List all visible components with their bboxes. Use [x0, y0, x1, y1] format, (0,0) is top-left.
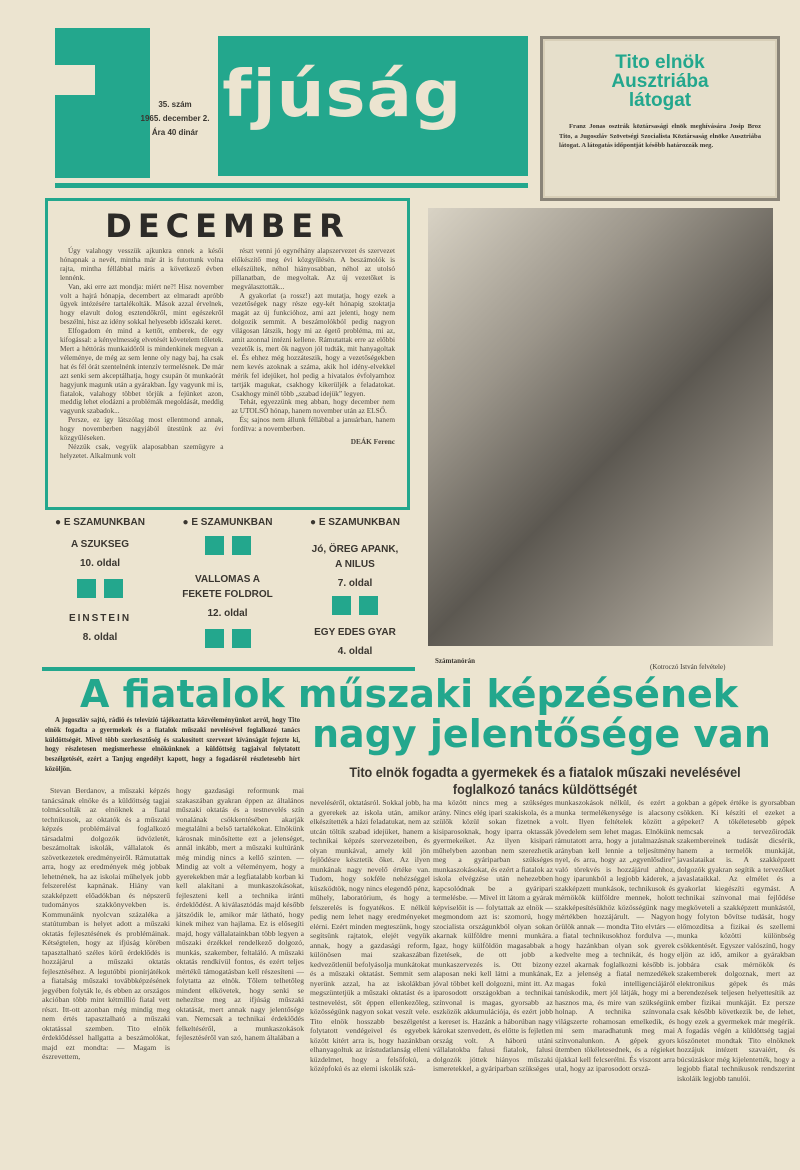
tito-text: Franz Jonas osztrák köztársasági elnök meghívására Josip Broz Tito, a Jugoszláv Szövetségi Szocialista Köztársaság elnöke Ausztriába látogat. A látogatás időpontját később határozzák meg. [559, 123, 761, 150]
masthead-notch [55, 65, 95, 95]
index-label: ● E SZAMUNKBAN [310, 517, 400, 528]
paragraph: Van, aki erre azt mondja: miért ne?! Hisz november volt a hajrá hónapja, decembert az elmaradt apróbb ügyek intézésére tartalékolták. Mások azzal érvelnek, hogy elavult dolog esztendőkről, mint egészekről beszélni, hisz az idény sokkal helyesebb időszaki keret. [60, 281, 224, 327]
index-column-2 [160, 515, 295, 661]
december-title: DECEMBER [105, 207, 350, 245]
december-col-2 [232, 247, 396, 461]
index-item[interactable]: VALLOMAS A FEKETE FOLDROL 12. oldal [182, 574, 273, 619]
index-column-1 [35, 515, 165, 645]
index-label: ● E SZAMUNKBAN [182, 517, 273, 528]
contents-index [35, 515, 425, 665]
photo-credit: (Kotroczó István felvétele) [650, 663, 726, 671]
article-col-4: ma között nincs meg a szükséges arány. Nincs elég ipari szakiskola, és a szülők közül sokan fizetnek a kisiparosoknak, hogy iparra oktassák gyermekeiket. Az ilyen kisipari műhelyben azonban nem szerezhetik meg a gyáriparban szükséges munkaszokásokat, és ezért a fiatalok az iskola elvégzése után nehezebben kapcsolódnak be a gyáripari termelésbe. — Mivel itt látom a gyárak képviselőit is — folytattak az elnök — megmondom azt is: szomorú, hogy szocialista országunkból olyan sokan akarnak külföldre menni munkára. Igaz, hogy külföldön magasabbak a fizetések, de ott jobb a munkaszervezés is. Ott bizony alaposan neki kell látni a munkának, jóval többet kell dolgozni, mint itt. Az iparosodott országokban a technikai színvonal is magas, gyorsabb az eszközök akkumulációja, és ezért jobb a kereset is. Hazánk a háborúban nagy károkat szenvedett, és előtte is fejletlen ország volt. A háború utáni vállalatokba falusi fiatalok, falusi dolgozók jöttek hiányos műszaki ismeretekkel, a gyáriparban szükséges [433, 798, 553, 1073]
tito-headline-2: Ausztriába [611, 71, 709, 92]
index-item[interactable]: EINSTEIN 8. oldal [68, 613, 132, 643]
tito-visit-box [540, 36, 780, 201]
paragraph: És; sajnos nem állunk féllábbal a januárban, hanem fordítva: a novemberben. [231, 415, 395, 434]
paragraph: Úgy valahogy vesszük ajkunkra ennek a késői hónapnak a nevét, mintha már át is futottunk volna rajta, mintha féllábbal máris a következő évben lennénk. [60, 246, 224, 282]
paragraph: Nézzük csak, vegyük alaposabban szemügyre a helyzetet. Alkalmunk volt [60, 441, 224, 460]
article-col-1: Stevan Berdanov, a műszaki képzés tanácsának elnöke és a küldöttség tagjai tolmácsolták az elnöknek a fiatal technikusok, az oktatók és a műszaki képzés problémáival foglalkozó társadalmi dolgozók üdvözletét, beszámoltak iskolák, vállalatok és szövetkezetek eredményeiről. Rámutattak arra, hogy az eredmények még jobbak lehetnének, ha az iskolai műhelyek jobb felszerelést kapnának. Hiány van szakképzett előadókban és népszerű tudományos szakkönyvekben is. Kommunáink nyolcvan százaléka a statútumban is helyet adott a műszaki oktatás fejlesztésének és problémáinak. Kétségtelen, hogy az ifjúság körében tapasztalható széles körű érdeklődés is hozzájárul a műszaki oktatás fejlesztéséhez. A legutóbbi pionírjátékok a fiatalság műszaki továbbképzésének jegyében folyták le, és ebben az országos akcióban több mint kétmillió fiatal vett részt. Itt-ott azonban még mindig meg nem értés tapasztalható a műszaki oktatással szemben. Tito elnök érdeklődéssel hallgatta a beszámolókat, majd ezt mondta: — Magam is észrevettem, [42, 786, 170, 1061]
issue-price: Ára 40 dinár [151, 128, 199, 137]
photo-caption: Számtanórán [435, 657, 476, 665]
classroom-photo [428, 208, 773, 646]
tito-headline-1: Tito elnök [615, 52, 705, 73]
article-headline-2: nagy jelentősége van [312, 712, 771, 756]
article-headline-1: A fiatalok műszaki képzésének [80, 672, 739, 716]
december-col-1 [60, 247, 224, 461]
masthead-rule [55, 183, 528, 188]
article-subhead: Tito elnök fogadta a gyermekek és a fiatalok műszaki nevelésével foglalkozó tanács küldöttségét [349, 764, 741, 797]
index-column-3 [285, 515, 425, 659]
decor-squares [35, 579, 165, 603]
index-item[interactable]: A SZUKSEG 10. oldal [71, 539, 129, 569]
issue-info [130, 98, 220, 140]
article-lead: A jugoszláv sajtó, rádió és televízió tájékoztatta közvéleményünket arról, hogy Tito elnök fogadta a gyermekek és a fiatalok műszaki nevelésével foglalkozó tanács küldöttségét. Mivel több szerkesztőség és szakosított szervezet kívánságát fejezte ki, hogy részletesen megismerhesse elnökünknek a küldöttség tagjaival folytatott beszélgetését, ezért a Tanjug engedélyt kapott, hogy a fogadásról részletesebb hírt közöljön. [45, 717, 300, 773]
tito-headline-3: látogat [628, 90, 692, 111]
issue-number: 35. szám [158, 100, 192, 109]
paragraph: Persze, ez így látszólag most ellentmond annak, hogy novemberben nagyjából ütestünk az évi közgyűléseken. [60, 415, 224, 443]
article-col-5: munkaszokások nélkül, és ezért a munka termelékenysége is alacsony volt. Ilyen feltételek között a jövedelem sem lehet magas. Elnökünk rámutatott arra, hogy a jutalmazásnak arányban kell lennie a teljesítmény nyel, és arra, hogy az „egyenlősdire” való törekvés is hozzájárul ahhoz, hogy iparunkból a legjobb káderek, a szakképzett munkások, technikusok és mérnökök külföldre mennek, holott szakképesítésükhöz közösségünk nagy mértékben hozzájárult. — Nagyon örülök annak — mondta Tito elvtárs — a fiatal technikusokhoz fordulva —, hogy hazánkban olyan sok gyerek kedvelte meg a technikát, és hogy ezzel akarnak foglalkozni később is. Ez a jelenség a fiatal nemzedékek magas fokú intelligenciájáról tanúskodik, mert jól látják, hogy mi a hasznos ma, és mire van szükségünk holnap. A technika színvonala világszerte rohamosan emelkedik, és mi sem maradhatunk meg mai színvonalunkon. A gépek gyors ütemben tökéletesednek, és a régieket újakkal kell felcserélni. És viszont arra utal, hogy az iparosodott orszá- [555, 798, 675, 1073]
paragraph: A gyakorlat (a rossz!) azt mutatja, hogy ezek a vezetőségek nagy része egy-két hónapig szoktatja magát az új funkcióhoz, ami azt jelenti, hogy nem dolgozik semmit. A beszámolókból pedig nagyon világosan látszik, hogy mi az égető probléma, mi az, amit azonnal intézni kellene. Rámutattak erre az előbbi vezetők is, mert ők nagyon jól tudták, mit hanyagoltak el. És ehhez még hozzáteszik, hogy a vezetőségekben nem kevés azoknak a száma, akik hol idény-elvekkel mérik fel idejüket, hol pedig a hivatalos évfolyamhoz tartják magukat, csakhogy kikerüljék a feladatokat. Csakhogy minél több „szabad idejük” legyen. [231, 290, 395, 398]
author: DEÁK Ferenc [350, 437, 395, 447]
decor-squares [285, 596, 425, 620]
article-col-6: gokban a gépek értéke is gyorsabban csökken. Ki készíti el ezeket a gépeket? A tökéletesebb gépek nemcsak a tervezőirodák szakembereinek tudását dicsérik, hanem a termelők munkáját, javaslataikat is. A szakképzett dolgozók gyakran segítik a tervezőket javaslataikkal. Az elmélet és a gyakorlat kiegészíti egymást. A technikai színvonal mai fejlődése megköveteli a szakképzett munkástól, hogy folyton bővítse tudását, hogy előmozdítsa a fizikai és szellemi munka közötti különbség csökkentését. Egyszer valószínű, hogy eljön az idő, amikor a gyárakban jobbára csak mérnökök és szakemberek dolgoznak, mert az elektronikus gépek és más berendezések teljesen helyettesítik az ember fizikai munkáját. Ez persze csak később következik be, de lehet, hogy ezek a gyermekek már megérik. A fogadás végén a küldöttség tagjai köszönetet mondtak Tito elnöknek hozzájuk intézett szavaiért, és búcsúzáskor még kijelentették, hogy a legjobb fiatal technikusok rendszerint iskoláik legjobb tanulói. [677, 798, 795, 1083]
masthead-title: fjúság [222, 58, 463, 132]
decor-squares [160, 536, 295, 560]
paragraph: Elfogadom én mind a kettőt, emberek, de egy kifogással: a kényelmesség elvetését követelem tőletek. Mert a héttórás munkaidőről is mindenkinek megvan a véleménye, de még az sem lenne oly nagy baj, ha csak hat és fél órát szentelnénk intenzív termelésnek. De már azt senki sem akceptálhatja, hogy csupán öt munkaórát hagyjunk magunk után a gyárakban. Így vagyunk mi is, fiatalok, valahogy többet törjük a fejünket azon, meddig lehet elodázni a problémák megoldását, meddig vagyunk szabadok... [60, 326, 224, 416]
index-rule [42, 667, 415, 671]
index-label: ● E SZAMUNKBAN [55, 517, 145, 528]
index-item[interactable]: Jó, ÖREG APANK, A NILUS 7. oldal [311, 544, 399, 589]
issue-date: 1965. december 2. [140, 114, 210, 123]
article-col-3: neveléséről, oktatásról. Sokkal jobb, ha a gyerekek az iskola után, amikor elkészítették a házi feladatukat, nem az utcán töltik szabad idejüket, hanem a technikai képzés szervezeteiben, és olyan munkával, amely kül jön fejlődésre késztetik őket. Az ilyen munkának nagy nevelő értéke van. Tudom, hogy sokféle nehézséggel küszködtök, nogy nincs elegendő pénz, műhely, laboratórium, és hogy a felszerelés is fogyatékos. E nélkül pedig nem lehet nagy eredményeket elérni. Ezért minden megteszünk, hogy segítsünk rajtatok, elejét vegyük annak, hogy a gazdasági reform, különösen mai szakaszában kedvezőtlenül befolyásolja munkátokat és a műszaki oktatást. Semmit sem nyerünk azzal, ha az iskolákban megszüntetjük a műszaki oktatást és a testnevelést, sőt éppen ellenkezőleg, közösségünk nagyon sokat veszít vele. Tito elnök hosszabb beszélgetést folytatott vendégeivel és egyebek között kitért arra is, hogy hazánkban elhanyagoltuk az írástudatlanság elleni küzdelmet, hogy a felsőfokú, a középfokú és az elemi iskolák szá- [310, 798, 430, 1073]
decor-squares [160, 629, 295, 653]
december-editorial [45, 198, 410, 510]
index-item[interactable]: EGY EDES GYAR 4. oldal [314, 627, 396, 657]
paragraph: részt venni jó egynéhány alapszervezet és szervezet előkészítő meg évi közgyűlésén. A beszámolók is elkészültek, néhol hiányosabban, néhol az utolsó pillanatban, de megvoltak. Az új vezetőket is megválasztották... [231, 246, 395, 291]
article-col-2: hogy gazdasági reformunk mai szakaszában gyakran éppen az általános műszaki oktatás és a testnevelés szín vonalának csökkentésében akarják megtalálni a belső tartalékokat. Elnökünk károsnak minősítette ezt a jelenséget, annál inkább, mert a műszaki kultúránk még mindig nincs a kellő szinten. — Mindig az volt a véleményem, hogy a gyerekekben már a legfiatalabb korban ki kell alakítani a munkaszokásokat, fejleszteni kell a technika iránti érdeklődést. A kiválasztódás majd később játszódik le, amikor már látható, hogy kinek mihez van hajlama. Ez is elősegíti majd, hogy vállalatainkban több legyen a műszaki érzékkel rendelkező dolgozó, munkás, szakember, feltaláló. A műszaki oktatás rendkívül fontos, és ezért teljes mértékű támogatásban kell részesíteni — folytatta az elnök. Tőlem telhetőleg mindent elkövetek, hogy senki se nehezítse meg az ifjúság műszaki oktatását, mert annak nagy jelentősége van. Nemcsak a technikai érdeklődés felkeltéséről, a munkaszokások fejlesztéséről van szó, hanem általában a [176, 786, 304, 1042]
paragraph: Tehát, egyezzünk meg abban, hogy december nem az UTOLSÓ hónap, hanem november után az ELSŐ. [231, 397, 395, 416]
